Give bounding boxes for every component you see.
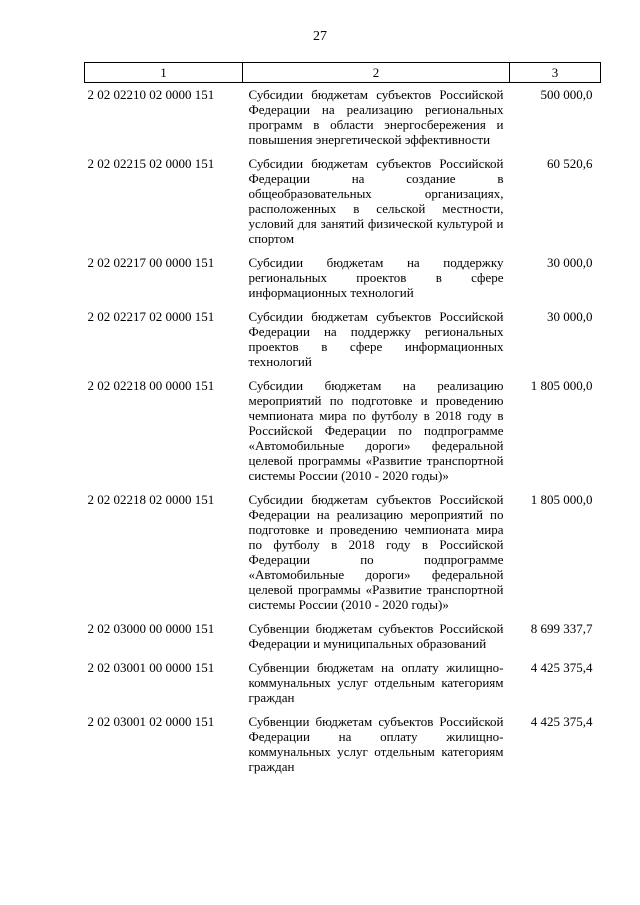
budget-description: Субвенции бюджетам субъектов Российской Федерации на оплату жилищно-коммунальных услуг отдельным категориям граждан [248,714,504,774]
budget-amount: 60 520,6 [547,156,593,171]
budget-description: Субсидии бюджетам субъектов Российской Федерации на создание в общеобразовательных организациях, расположенных в сельской местности, условий для занятий физической культурой и спортом [248,156,504,246]
budget-amount: 4 425 375,4 [530,714,593,729]
table-row [85,617,601,656]
budget-table [84,62,601,779]
budget-code: 2 02 03001 00 0000 151 [87,660,215,675]
page-number: 27 [313,29,327,44]
column-header-amount: 3 [510,63,601,83]
column-header-description: 2 [243,63,510,83]
table-row [85,152,601,251]
table-row [85,488,601,617]
table-row [85,374,601,488]
table-row [85,251,601,305]
budget-description: Субсидии бюджетам на поддержку региональных проектов в сфере информационных технологий [248,255,504,300]
table-row [85,83,601,153]
table-row [85,305,601,374]
table-row [85,710,601,779]
budget-description: Субсидии бюджетам субъектов Российской Федерации на реализацию мероприятий по подготовке и проведению чемпионата мира по футболу в 2018 году в Российской Федерации по подпрограмме «Автомобильные дороги» федеральной целевой программы «Развитие транспортной системы России (2010 - 2020 годы)» [248,492,504,612]
table-row [85,656,601,710]
budget-description: Субсидии бюджетам на реализацию мероприятий по подготовке и проведению чемпионата мира по футболу в 2018 году в Российской Федерации по подпрограмме «Автомобильные дороги» федеральной целевой программы «Развитие транспортной системы России (2010 - 2020 годы)» [248,378,504,483]
budget-code: 2 02 03001 02 0000 151 [87,714,215,729]
budget-amount: 8 699 337,7 [530,621,593,636]
budget-code: 2 02 02215 02 0000 151 [87,156,215,171]
table-header [85,63,601,83]
budget-amount: 1 805 000,0 [530,492,593,507]
budget-code: 2 02 03000 00 0000 151 [87,621,215,636]
budget-code: 2 02 02218 00 0000 151 [87,378,215,393]
budget-code: 2 02 02210 02 0000 151 [87,87,215,102]
budget-description: Субсидии бюджетам субъектов Российской Федерации на реализацию региональных программ в области энергосбережения и повышения энергетической эффективности [248,87,504,147]
budget-code: 2 02 02217 00 0000 151 [87,255,215,270]
budget-amount: 1 805 000,0 [530,378,593,393]
budget-amount: 4 425 375,4 [530,660,593,675]
table-body [85,83,601,780]
budget-description: Субсидии бюджетам субъектов Российской Федерации на поддержку региональных проектов в сфере информационных технологий [248,309,504,369]
budget-code: 2 02 02217 02 0000 151 [87,309,215,324]
budget-description: Субвенции бюджетам на оплату жилищно-коммунальных услуг отдельным категориям граждан [248,660,504,705]
budget-description: Субвенции бюджетам субъектов Российской Федерации и муниципальных образований [248,621,504,651]
header-row [85,63,601,83]
column-header-code: 1 [85,63,243,83]
budget-amount: 30 000,0 [547,309,593,324]
budget-code: 2 02 02218 02 0000 151 [87,492,215,507]
budget-amount: 30 000,0 [547,255,593,270]
budget-amount: 500 000,0 [540,87,593,102]
